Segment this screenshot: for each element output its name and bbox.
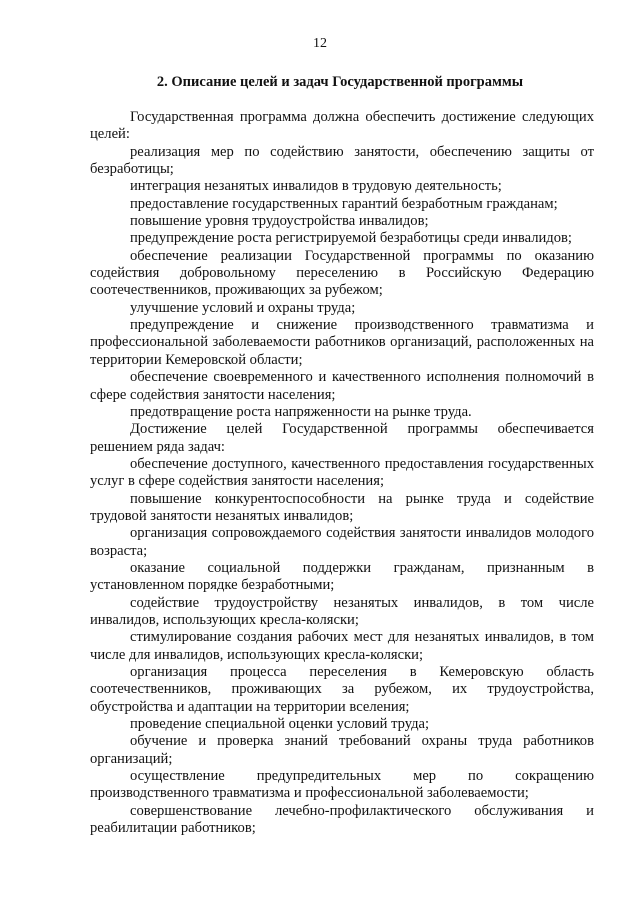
paragraph: проведение специальной оценки условий труда; [130,716,430,733]
paragraph: осуществление предупредительных мер по сокращению производственного травматизма и профессиональной заболеваемости; [90,768,594,802]
paragraph: повышение конкурентоспособности на рынке труда и содействие трудовой занятости незанятых инвалидов; [90,490,594,524]
paragraph: оказание социальной поддержки гражданам, признанным в установленном порядке безработными; [90,559,594,594]
paragraph: стимулирование создания рабочих мест для незанятых инвалидов, в том числе для инвалидов, использующих кресла-коляски; [90,629,594,663]
section-heading: 2. Описание целей и задач Государственной программы [156,74,524,90]
paragraph: обеспечение доступного, качественного предоставления государственных услуг в сфере содействия занятости населения; [90,455,594,490]
paragraph: Достижение целей Государственной программы обеспечивается решением ряда задач: [90,421,594,455]
body-text [90,109,594,837]
paragraph: обеспечение реализации Государственной программы по оказанию содействия добровольному переселению в Российскую Федерацию соотечественников, проживающих за рубежом; [90,247,594,299]
paragraph: предупреждение и снижение производственного травматизма и профессиональной заболеваемости работников организаций, расположенных на территории Кемеровской области; [90,317,594,368]
paragraph: предупреждение роста регистрируемой безработицы среди инвалидов; [130,230,572,247]
paragraph: интеграция незанятых инвалидов в трудовую деятельность; [130,178,502,195]
paragraph: повышение уровня трудоустройства инвалидов; [130,213,429,230]
paragraph: предоставление государственных гарантий безработным гражданам; [130,195,558,212]
paragraph: организация сопровождаемого содействия занятости инвалидов молодого возраста; [90,525,594,559]
paragraph: содействие трудоустройству незанятых инвалидов, в том числе инвалидов, использующих кресла-коляски; [90,594,594,628]
paragraph: реализация мер по содействию занятости, обеспечению защиты от безработицы; [90,143,594,178]
paragraph: обучение и проверка знаний требований охраны труда работников организаций; [90,733,594,767]
paragraph: предотвращение роста напряженности на рынке труда. [130,403,472,420]
paragraph: организация процесса переселения в Кемеровскую область соотечественников, проживающих за рубежом, их трудоустройства, обустройства и адаптации на территории вселения; [90,664,594,715]
paragraph: Государственная программа должна обеспечить достижение следующих целей: [90,109,594,143]
paragraph: обеспечение своевременного и качественного исполнения полномочий в сфере содействия занятости населения; [90,369,594,403]
paragraph: совершенствование лечебно-профилактического обслуживания и реабилитации работников; [90,802,594,837]
page-number: 12 [313,36,327,51]
paragraph: улучшение условий и охраны труда; [130,299,356,316]
